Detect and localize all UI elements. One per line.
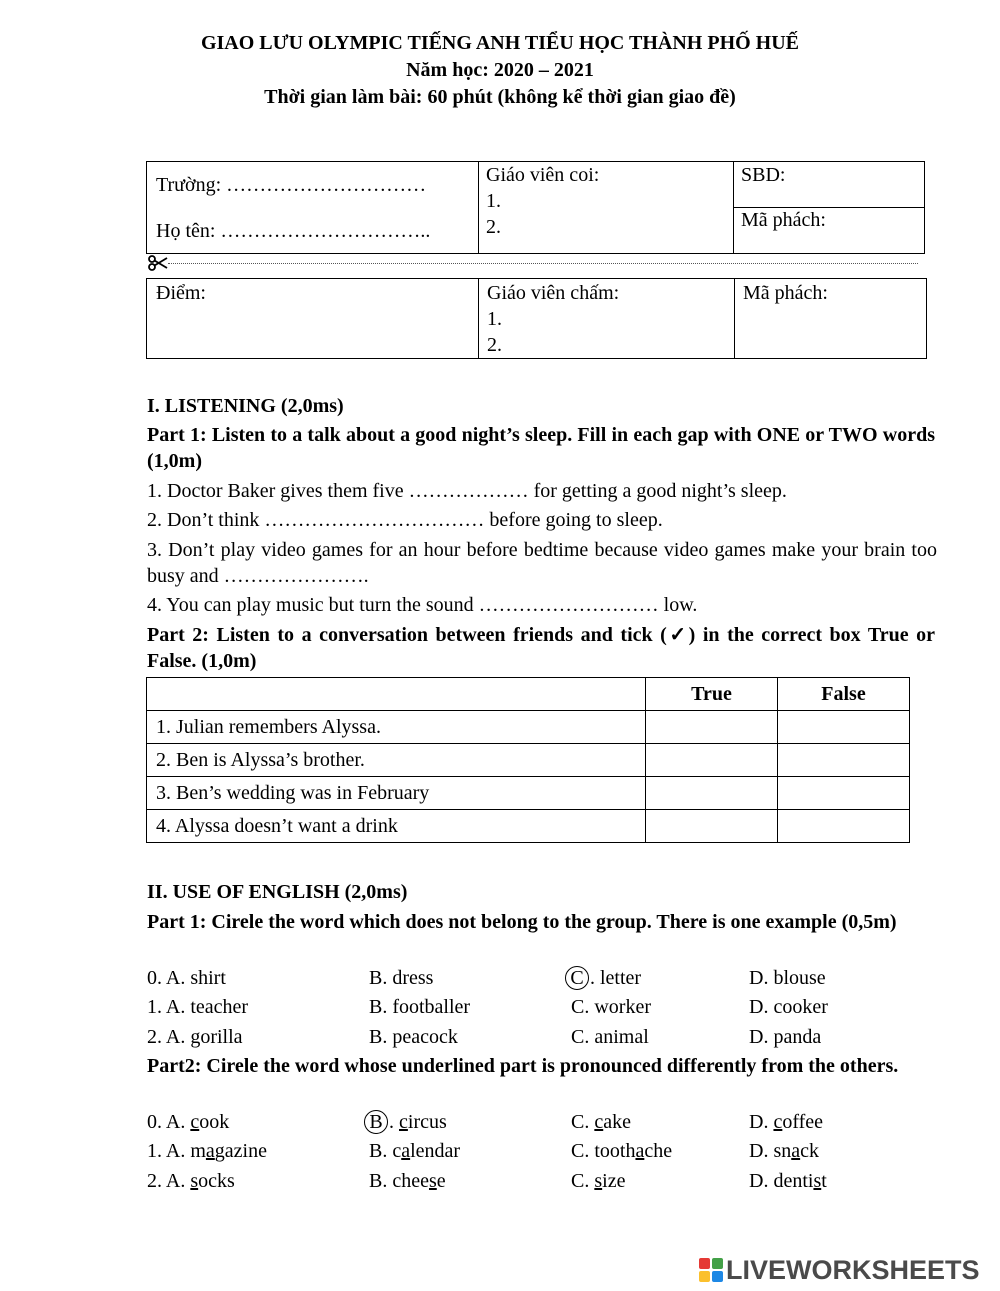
option-text: ook [199, 1111, 230, 1133]
option-text: gazine [214, 1140, 267, 1162]
option-text: ck [800, 1140, 820, 1162]
tf-statement-4: 4. Alyssa doesn’t want a drink [147, 810, 646, 843]
underlined-part: s [594, 1170, 603, 1192]
option-d[interactable]: D. cooker [749, 996, 828, 1018]
option-text: C. [571, 1111, 595, 1133]
dotted-divider [168, 263, 918, 264]
proctor-1: 1. [486, 190, 501, 212]
option-a[interactable] [147, 1168, 235, 1194]
option-b[interactable]: B. footballer [369, 996, 471, 1018]
option-b[interactable] [369, 1168, 446, 1194]
liveworksheets-logo[interactable] [698, 1255, 980, 1285]
listening-part2-instruction: Part 2: Listen to a conversation between friends and tick (✓) in the correct box True or False. (1,0m) [147, 624, 935, 672]
tf-false-box-1[interactable] [778, 711, 910, 744]
tf-header-blank [147, 678, 646, 711]
school-year: Năm học: 2020 – 2021 [406, 59, 594, 81]
option-a[interactable]: 0. A. shirt [147, 967, 226, 989]
underlined-part: a [205, 1140, 215, 1162]
option-text: lendar [410, 1140, 461, 1162]
option-c[interactable]: C. animal [571, 1026, 649, 1048]
grader-2: 2. [487, 334, 502, 356]
circled-letter-b: B [364, 1110, 388, 1134]
proctor-label: Giáo viên coi: [486, 164, 600, 186]
underlined-part: c [773, 1111, 783, 1133]
scissors-icon [148, 255, 168, 271]
option-text: C. tooth [571, 1140, 636, 1162]
true-false-table [146, 677, 910, 843]
option-text: offee [782, 1111, 824, 1133]
option-text: D. [749, 1111, 774, 1133]
underlined-part: c [594, 1111, 604, 1133]
school-field: Trường: ………………………… [156, 174, 427, 196]
tf-false-box-3[interactable] [778, 777, 910, 810]
tf-header-false: False [778, 678, 910, 711]
option-text: ircus [407, 1111, 447, 1133]
tf-true-box-4[interactable] [646, 810, 778, 843]
option-c-circled[interactable] [571, 965, 641, 991]
option-text: 0. A. [147, 1111, 191, 1133]
listening-item-2: 2. Don’t think …………………………… before going to sleep. [147, 509, 663, 531]
option-text: ake [603, 1111, 631, 1133]
listening-item-4: 4. You can play music but turn the sound ……………………… low. [147, 594, 698, 616]
option-d[interactable]: D. panda [749, 1026, 822, 1048]
option-c[interactable] [571, 1168, 625, 1194]
tf-statement-1: 1. Julian remembers Alyssa. [147, 711, 646, 744]
liveworksheets-logo-icon [698, 1257, 724, 1283]
name-field: Họ tên: ………………………….. [156, 220, 431, 242]
document-title: GIAO LƯU OLYMPIC TIẾNG ANH TIỂU HỌC THÀNH PHỐ HUẾ [200, 32, 800, 54]
uoe-part1-instruction: Part 1: Cirele the word which does not belong to the group. There is one example (0,5m) [147, 911, 897, 933]
tf-statement-2: 2. Ben is Alyssa’s brother. [147, 744, 646, 777]
option-text: 1. A. m [147, 1140, 206, 1162]
option-d[interactable] [749, 1138, 819, 1164]
underlined-part: a [635, 1140, 645, 1162]
cut-line [148, 255, 918, 271]
listening-item-1: 1. Doctor Baker gives them five ……………… for getting a good night’s sleep. [147, 480, 787, 502]
option-text: ize [602, 1170, 626, 1192]
option-c[interactable]: C. worker [571, 996, 651, 1018]
grader-label: Giáo viên chấm: [487, 282, 620, 304]
option-b[interactable] [369, 1138, 460, 1164]
option-c[interactable] [571, 1109, 631, 1135]
option-d[interactable]: D. blouse [749, 967, 826, 989]
option-text: 2. A. [147, 1170, 191, 1192]
underlined-part: s [813, 1170, 822, 1192]
tf-false-box-2[interactable] [778, 744, 910, 777]
option-text: . [389, 1111, 399, 1133]
option-b[interactable]: B. dress [369, 967, 434, 989]
option-c[interactable] [571, 1138, 672, 1164]
uoe-part2-instruction: Part2: Cirele the word whose underlined part is pronounced differently from the others. [147, 1055, 899, 1077]
option-c-text: . letter [590, 967, 642, 989]
option-a[interactable] [147, 1138, 267, 1164]
underlined-part: a [791, 1140, 801, 1162]
score-label: Điểm: [156, 282, 206, 304]
option-text: D. denti [749, 1170, 814, 1192]
grader-1: 1. [487, 308, 502, 330]
option-text: C. [571, 1170, 595, 1192]
candidate-number-label: SBD: [741, 164, 786, 186]
option-a[interactable] [147, 1109, 229, 1135]
listening-part1-instruction: Part 1: Listen to a talk about a good night’s sleep. Fill in each gap with ONE or TWO words (1,0m) [147, 424, 935, 472]
option-text: ocks [198, 1170, 235, 1192]
score-secret-code-label: Mã phách: [743, 282, 828, 304]
option-text: t [821, 1170, 827, 1192]
option-text: D. sn [749, 1140, 792, 1162]
circled-letter-c: C [565, 966, 589, 990]
proctor-2: 2. [486, 216, 501, 238]
underlined-part: s [428, 1170, 437, 1192]
liveworksheets-logo-text: LIVEWORKSHEETS [726, 1254, 980, 1285]
tf-false-box-4[interactable] [778, 810, 910, 843]
student-info-table [146, 161, 925, 254]
underlined-part: a [401, 1140, 411, 1162]
score-table [146, 278, 927, 359]
tf-true-box-3[interactable] [646, 777, 778, 810]
option-d[interactable] [749, 1168, 827, 1194]
underlined-part: c [399, 1111, 408, 1133]
tf-header-true: True [646, 678, 778, 711]
tf-true-box-1[interactable] [646, 711, 778, 744]
option-b[interactable]: B. peacock [369, 1026, 458, 1048]
tf-statement-3: 3. Ben’s wedding was in February [147, 777, 646, 810]
use-of-english-heading: II. USE OF ENGLISH (2,0ms) [147, 881, 408, 903]
option-text: e [436, 1170, 446, 1192]
option-text: che [644, 1140, 673, 1162]
tf-true-box-2[interactable] [646, 744, 778, 777]
option-d[interactable] [749, 1109, 823, 1135]
option-text: B. chee [369, 1170, 429, 1192]
listening-heading: I. LISTENING (2,0ms) [147, 395, 344, 417]
underlined-part: c [190, 1111, 200, 1133]
option-a[interactable]: 1. A. teacher [147, 996, 249, 1018]
underlined-part: s [190, 1170, 199, 1192]
secret-code-label: Mã phách: [741, 209, 826, 231]
option-b-circled[interactable] [369, 1109, 447, 1135]
option-a[interactable]: 2. A. gorilla [147, 1026, 243, 1048]
option-text: B. c [369, 1140, 402, 1162]
exam-duration: Thời gian làm bài: 60 phút (không kể thời gian giao đề) [264, 86, 736, 108]
listening-item-3: 3. Don’t play video games for an hour before bedtime because video games make your brain too busy and …………………. [147, 539, 937, 587]
